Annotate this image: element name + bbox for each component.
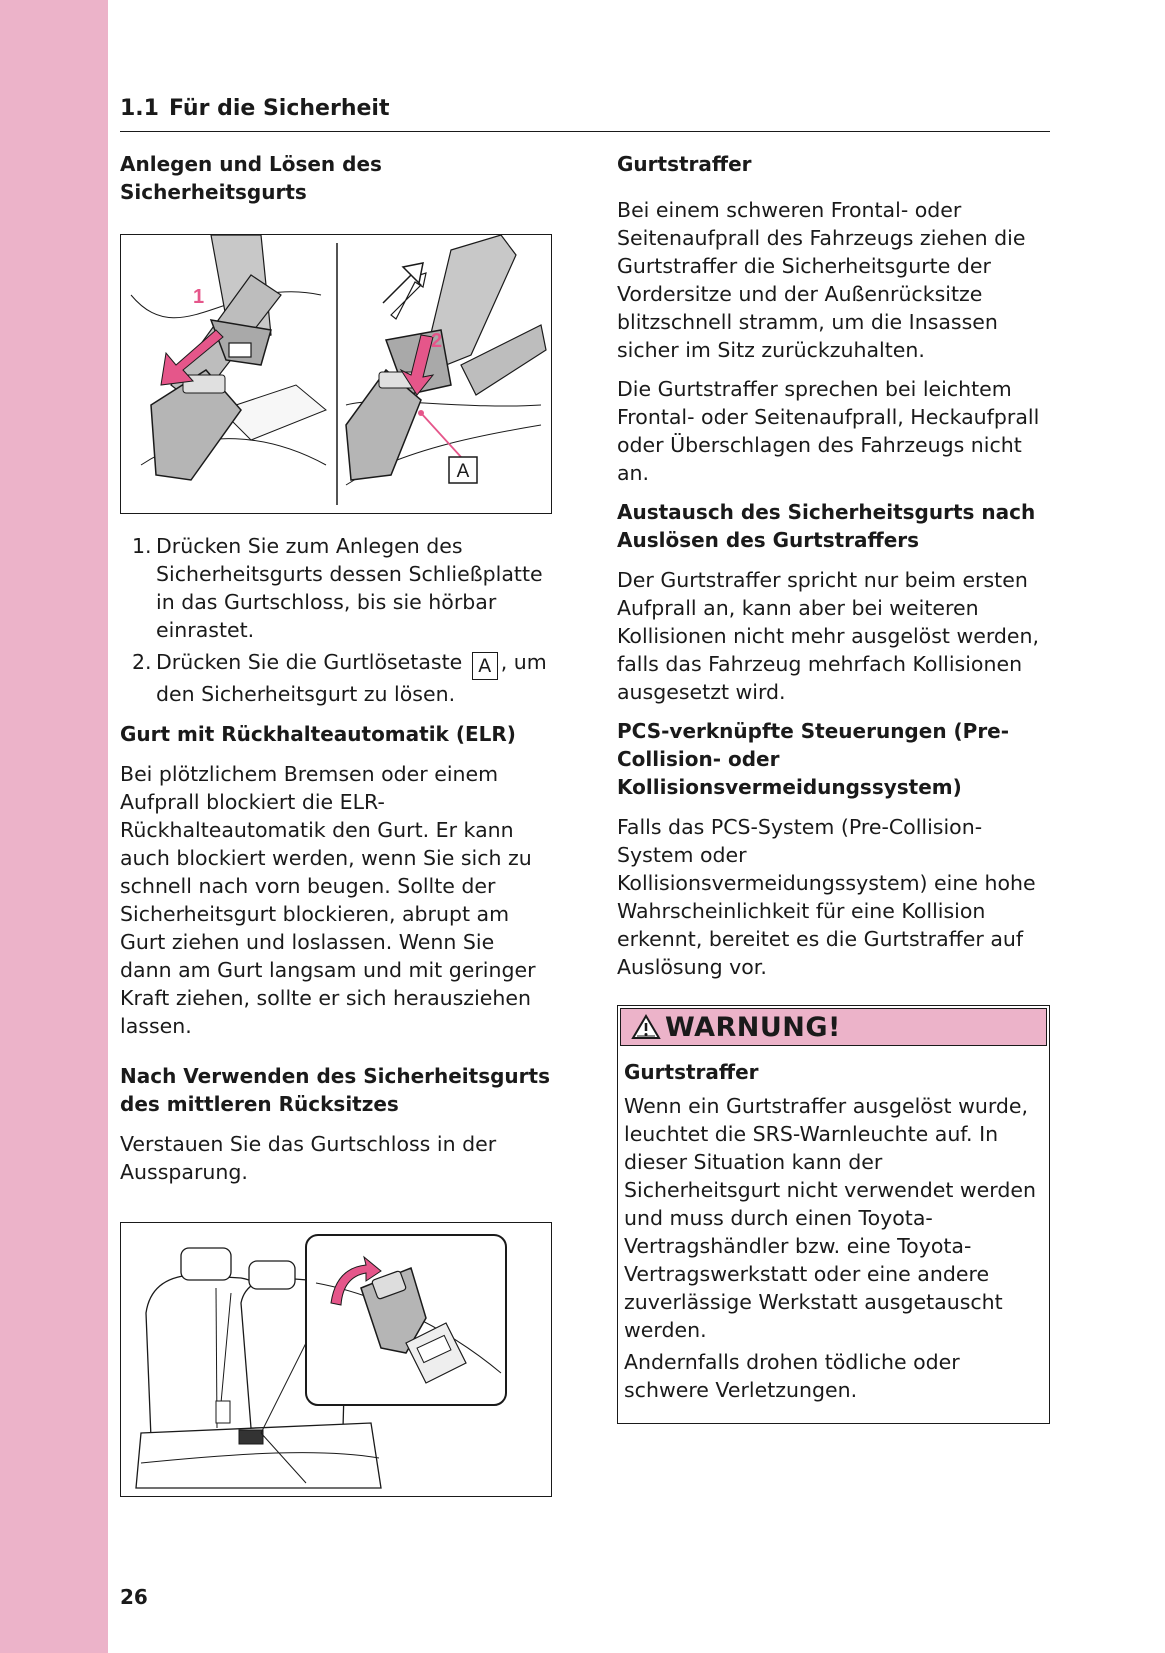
step-number: 1.: [132, 534, 152, 558]
warning-body: [618, 1046, 1049, 1423]
step-text: Drücken Sie zum Anlegen des Sicherheitsgurts dessen Schließplatte in das Gurtschloss, bis sie hörbar einrastet.: [156, 534, 543, 642]
para-gurtstraffer-2: Die Gurtstraffer sprechen bei leichtem Frontal- oder Seitenaufprall, Heckaufprall oder Überschlagen des Fahrzeugs nicht an.: [617, 377, 1040, 485]
heading-elr: Gurt mit Rückhalteautomatik (ELR): [120, 722, 516, 746]
left-column: [120, 150, 552, 1497]
heading-rear-seat: Nach Verwenden des Sicherheitsgurts des mittleren Rücksitzes: [120, 1064, 550, 1116]
steps-list: [120, 532, 552, 708]
warning-para-2: Andernfalls drohen tödliche oder schwere Verletzungen.: [624, 1350, 960, 1402]
warning-para-1: Wenn ein Gurtstraffer ausgelöst wurde, leuchtet die SRS-Warnleuchte auf. In dieser Situation kann der Sicherheitsgurt nicht verwendet werden und muss durch einen Toyota-Vertragshändler bzw. eine Toyota-Vertragswerkstatt oder eine andere zuverlässige Werkstatt ausgetauscht werden.: [624, 1094, 1036, 1342]
rear-seat-illustration: [121, 1223, 550, 1495]
step-text-after: , um den Sicherheitsgurt zu lösen.: [156, 650, 547, 706]
right-column: [617, 150, 1050, 1424]
heading-austausch: Austausch des Sicherheitsgurts nach Auslösen des Gurtstraffers: [617, 500, 1036, 552]
section-title: [120, 96, 389, 121]
figure-label-2: 2: [431, 330, 443, 352]
figure-rear-seat-buckle: [120, 1222, 552, 1497]
para-elr: Bei plötzlichem Bremsen oder einem Aufprall blockiert die ELR-Rückhalteautomatik den Gurt. Er kann auch blockiert werden, wenn Sie sich zu schnell nach vorn beugen. Sollte der Sicherheitsgurt blockieren, abrupt am Gurt ziehen und loslassen. Wenn Sie dann am Gurt langsam und mit geringer Kraft ziehen, sollte er sich herausziehen lassen.: [120, 762, 536, 1038]
warning-triangle-icon: [631, 1014, 661, 1040]
step-item: [120, 532, 552, 644]
para-rear-seat: Verstauen Sie das Gurtschloss in der Aussparung.: [120, 1132, 497, 1184]
step-number: 2.: [132, 650, 152, 674]
buckle-illustration: [121, 235, 550, 512]
section-title-text: Für die Sicherheit: [168, 96, 390, 121]
warning-title: WARNUNG!: [665, 1011, 841, 1043]
inline-label-a: A: [472, 652, 498, 680]
para-austausch: Der Gurtstraffer spricht nur beim ersten Aufprall an, kann aber bei weiteren Kollisionen nicht mehr ausgelöst werden, falls das Fahrzeug mehrfach Kollisionen ausgesetzt wird.: [617, 568, 1040, 704]
step-item: [120, 648, 552, 708]
page-number: 26: [120, 1585, 148, 1609]
figure-buckle-operation: [120, 234, 552, 514]
warning-box: [617, 1005, 1050, 1424]
side-color-band: [0, 0, 108, 1653]
para-pcs: Falls das PCS-System (Pre-Collision-System oder Kollisionsvermeidungssystem) eine hohe Wahrscheinlichkeit für eine Kollision erkennt, bereitet es die Gurtstraffer auf Auslösung vor.: [617, 815, 1036, 979]
para-gurtstraffer-1: Bei einem schweren Frontal- oder Seitenaufprall des Fahrzeugs ziehen die Gurtstraffer die Sicherheitsgurte der Vordersitze und der Außenrücksitze blitzschnell stramm, um die Insassen sicher im Sitz zurückzuhalten.: [617, 198, 1026, 362]
warning-header: [620, 1008, 1047, 1046]
title-rule: [120, 131, 1050, 132]
heading-pcs: PCS-verknüpfte Steuerungen (Pre-Collision- oder Kollisionsvermeidungssystem): [617, 719, 1010, 799]
heading-anlegen: Anlegen und Lösen des Sicherheitsgurts: [120, 152, 382, 204]
heading-gurtstraffer: Gurtstraffer: [617, 152, 752, 176]
section-number: 1.1: [120, 96, 159, 121]
figure-label-a: A: [456, 461, 470, 482]
step-text-before: Drücken Sie die Gurtlösetaste: [156, 650, 463, 674]
warning-subheading: Gurtstraffer: [624, 1060, 759, 1084]
figure-label-1: 1: [193, 286, 205, 308]
